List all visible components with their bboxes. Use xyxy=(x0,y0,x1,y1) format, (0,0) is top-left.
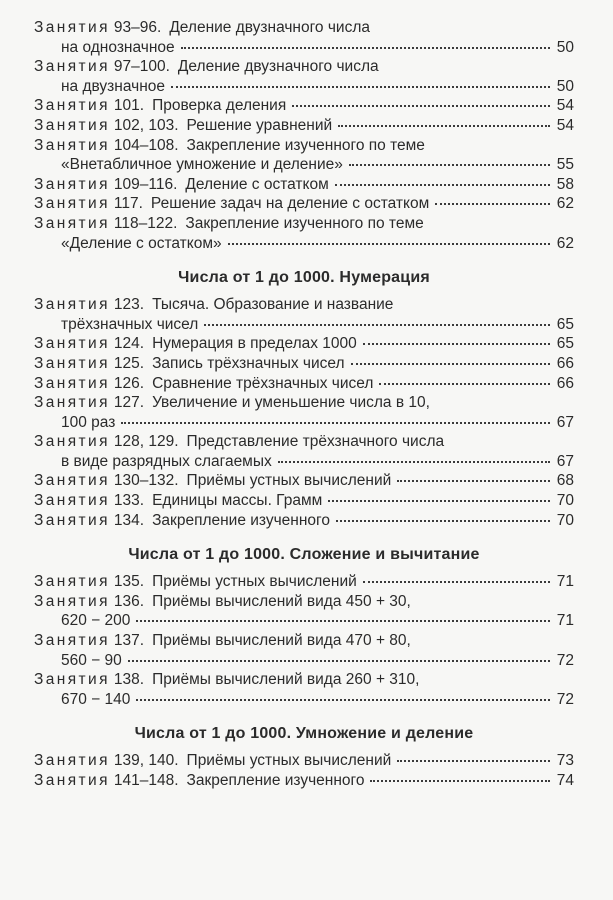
dot-leader xyxy=(363,343,550,345)
dot-leader xyxy=(171,86,550,88)
dot-leader xyxy=(328,500,550,502)
toc-entry-line xyxy=(34,214,574,234)
dot-leader xyxy=(228,243,550,245)
lesson-title: Приёмы вычислений вида 470 + 80, xyxy=(152,632,411,650)
toc-entry-line xyxy=(34,18,574,38)
page-number: 54 xyxy=(556,97,574,115)
entry-prefix: Занятия xyxy=(34,58,110,76)
lesson-title: Проверка деления xyxy=(152,97,287,115)
entry-prefix: Занятия xyxy=(34,472,110,490)
dot-leader xyxy=(370,780,550,782)
toc-entry[interactable] xyxy=(34,295,574,334)
lesson-title: Приёмы вычислений вида 260 + 310, xyxy=(152,671,420,689)
table-of-contents xyxy=(34,18,574,791)
page-number: 55 xyxy=(556,156,574,174)
dot-leader xyxy=(278,461,550,463)
page-number: 62 xyxy=(556,195,574,213)
lesson-number: 128, 129. xyxy=(113,433,179,451)
entry-prefix: Занятия xyxy=(34,354,110,372)
toc-entry[interactable] xyxy=(34,751,574,771)
toc-entry[interactable] xyxy=(34,354,574,374)
lesson-title: Закрепление изученного по теме xyxy=(186,136,425,154)
lesson-number: 124. xyxy=(113,335,145,353)
toc-entry[interactable] xyxy=(34,374,574,394)
entry-prefix: Занятия xyxy=(34,592,110,610)
toc-entry-line xyxy=(34,393,574,413)
entry-prefix: Занятия xyxy=(34,511,110,529)
toc-entry-line xyxy=(34,194,574,214)
lesson-number: 134. xyxy=(113,511,145,529)
toc-entry-line xyxy=(34,491,574,511)
lesson-title: 560 − 90 xyxy=(61,651,122,669)
entry-prefix: Занятия xyxy=(34,394,110,412)
lesson-number: 127. xyxy=(113,394,145,412)
lesson-number: 130–132. xyxy=(113,472,179,490)
toc-entry[interactable] xyxy=(34,670,574,709)
toc-entry-line xyxy=(34,315,574,335)
entry-prefix: Занятия xyxy=(34,296,110,314)
lesson-number: 118–122. xyxy=(113,214,178,232)
lesson-number: 139, 140. xyxy=(113,752,179,770)
lesson-number: 109–116. xyxy=(113,175,178,193)
lesson-title: Сравнение трёхзначных чисел xyxy=(152,374,374,392)
entry-prefix: Занятия xyxy=(34,671,110,689)
entry-prefix: Занятия xyxy=(34,116,110,134)
page-number: 72 xyxy=(556,651,574,669)
page-number: 66 xyxy=(556,374,574,392)
toc-entry-line xyxy=(34,592,574,612)
lesson-title: Решение уравнений xyxy=(186,116,333,134)
lesson-number: 125. xyxy=(113,354,145,372)
page-number: 50 xyxy=(556,77,574,95)
dot-leader xyxy=(136,620,550,622)
page-number: 50 xyxy=(556,38,574,56)
page-number: 65 xyxy=(556,335,574,353)
section-title: Числа от 1 до 1000. Сложение и вычитание xyxy=(128,546,480,564)
section-title: Числа от 1 до 1000. Умножение и деление xyxy=(134,725,474,743)
page-number: 73 xyxy=(556,752,574,770)
toc-entry-line xyxy=(34,116,574,136)
toc-entry-line xyxy=(34,670,574,690)
page-number: 54 xyxy=(556,116,574,134)
toc-entry[interactable] xyxy=(34,631,574,670)
lesson-title: Закрепление изученного по теме xyxy=(185,214,424,232)
lesson-title: Тысяча. Образование и название xyxy=(152,296,394,314)
lesson-number: 117. xyxy=(113,195,143,213)
dot-leader xyxy=(349,164,550,166)
page-number: 72 xyxy=(556,690,574,708)
entry-prefix: Занятия xyxy=(34,573,110,591)
toc-entry-line xyxy=(34,690,574,710)
toc-entry[interactable] xyxy=(34,116,574,136)
lesson-title: Приёмы устных вычислений xyxy=(152,573,357,591)
toc-entry[interactable] xyxy=(34,592,574,631)
lesson-title: 620 − 200 xyxy=(61,612,131,630)
lesson-number: 101. xyxy=(113,97,145,115)
entry-prefix: Занятия xyxy=(34,374,110,392)
lesson-title: Приёмы вычислений вида 450 + 30, xyxy=(152,592,411,610)
toc-entry-line xyxy=(34,751,574,771)
lesson-title: Деление с остатком xyxy=(185,175,329,193)
dot-leader xyxy=(128,660,550,662)
lesson-number: 104–108. xyxy=(113,136,179,154)
toc-entry[interactable] xyxy=(34,214,574,253)
dot-leader xyxy=(136,699,550,701)
dot-leader xyxy=(397,760,550,762)
toc-entry-line xyxy=(34,374,574,394)
toc-entry-line xyxy=(34,631,574,651)
dot-leader xyxy=(351,363,550,365)
toc-entry-line xyxy=(34,511,574,531)
dot-leader xyxy=(181,47,550,49)
lesson-number: 138. xyxy=(113,671,145,689)
toc-entry[interactable] xyxy=(34,334,574,354)
toc-entry-line xyxy=(34,572,574,592)
toc-entry-line xyxy=(34,234,574,254)
dot-leader xyxy=(338,125,550,127)
page-number: 66 xyxy=(556,354,574,372)
toc-entry-line xyxy=(34,611,574,631)
dot-leader xyxy=(397,480,550,482)
toc-entry[interactable] xyxy=(34,572,574,592)
toc-entry-line xyxy=(34,334,574,354)
toc-entry-line xyxy=(34,77,574,97)
toc-entry[interactable] xyxy=(34,771,574,791)
page-number: 67 xyxy=(556,413,574,431)
toc-entry-line xyxy=(34,38,574,58)
entry-prefix: Занятия xyxy=(34,335,110,353)
lesson-title: Решение задач на деление с остатком xyxy=(150,195,430,213)
lesson-title: на однозначное xyxy=(61,38,175,56)
lesson-title: Представление трёхзначного числа xyxy=(186,433,445,451)
lesson-title: 100 раз xyxy=(61,413,116,431)
lesson-number: 141–148. xyxy=(113,772,179,789)
lesson-title: Закрепление изученного xyxy=(186,772,365,789)
page-number: 71 xyxy=(556,573,574,591)
page-number: 71 xyxy=(556,612,574,630)
toc-entry-line xyxy=(34,175,574,195)
lesson-title: Увеличение и уменьшение числа в 10, xyxy=(152,394,430,412)
toc-entry[interactable] xyxy=(34,393,574,432)
toc-entry-line xyxy=(34,771,574,791)
page-number: 67 xyxy=(556,452,574,470)
page-number: 65 xyxy=(556,315,574,333)
entry-prefix: Занятия xyxy=(34,175,110,193)
lesson-number: 123. xyxy=(113,296,145,314)
lesson-title: Запись трёхзначных чисел xyxy=(152,354,345,372)
toc-entry[interactable] xyxy=(34,18,574,57)
toc-entry-line xyxy=(34,354,574,374)
lesson-title: Закрепление изученного xyxy=(152,511,330,529)
dot-leader xyxy=(204,324,550,326)
entry-prefix: Занятия xyxy=(34,632,110,650)
dot-leader xyxy=(363,581,550,583)
toc-entry-line xyxy=(34,452,574,472)
toc-entry-line xyxy=(34,136,574,156)
toc-entry[interactable] xyxy=(34,194,574,214)
entry-prefix: Занятия xyxy=(34,433,110,451)
toc-entry-line xyxy=(34,651,574,671)
lesson-number: 126. xyxy=(113,374,145,392)
lesson-title: Приёмы устных вычислений xyxy=(186,472,392,490)
entry-prefix: Занятия xyxy=(34,772,110,789)
lesson-title: на двузначное xyxy=(61,77,165,95)
page-number: 68 xyxy=(556,472,574,490)
entry-prefix: Занятия xyxy=(34,214,110,232)
toc-entry[interactable] xyxy=(34,175,574,195)
toc-entry-line xyxy=(34,413,574,433)
toc-entry[interactable] xyxy=(34,57,574,96)
toc-entry[interactable] xyxy=(34,511,574,531)
lesson-number: 102, 103. xyxy=(113,116,179,134)
entry-prefix: Занятия xyxy=(34,492,110,510)
toc-entry-line xyxy=(34,295,574,315)
toc-entry[interactable] xyxy=(34,432,574,471)
dot-leader xyxy=(336,520,550,522)
dot-leader xyxy=(292,105,550,107)
page-number: 58 xyxy=(556,175,574,193)
toc-entry-line xyxy=(34,57,574,77)
page-number: 70 xyxy=(556,492,574,510)
dot-leader xyxy=(435,203,550,205)
lesson-number: 135. xyxy=(113,573,145,591)
lesson-title: Деление двузначного числа xyxy=(169,19,371,36)
dot-leader xyxy=(335,184,550,186)
lesson-title: Нумерация в пределах 1000 xyxy=(152,335,357,353)
toc-entry[interactable] xyxy=(34,96,574,116)
toc-entry[interactable] xyxy=(34,471,574,491)
page-number: 70 xyxy=(556,511,574,529)
lesson-title: «Деление с остатком» xyxy=(61,234,222,252)
toc-entry-line xyxy=(34,432,574,452)
page-number: 62 xyxy=(556,234,574,252)
lesson-title: трёхзначных чисел xyxy=(61,315,199,333)
lesson-title: «Внетабличное умножение и деление» xyxy=(61,156,343,174)
page-number: 74 xyxy=(556,772,574,789)
lesson-number: 93–96. xyxy=(113,19,162,36)
entry-prefix: Занятия xyxy=(34,97,110,115)
entry-prefix: Занятия xyxy=(34,136,110,154)
lesson-title: Приёмы устных вычислений xyxy=(186,752,392,770)
lesson-title: Деление двузначного числа xyxy=(177,58,379,76)
lesson-title: Единицы массы. Грамм xyxy=(152,492,323,510)
entry-prefix: Занятия xyxy=(34,19,110,36)
entry-prefix: Занятия xyxy=(34,195,110,213)
section-title: Числа от 1 до 1000. Нумерация xyxy=(178,269,430,287)
lesson-number: 97–100. xyxy=(113,58,170,76)
lesson-number: 136. xyxy=(113,592,145,610)
toc-entry[interactable] xyxy=(34,136,574,175)
dot-leader xyxy=(121,422,550,424)
toc-entry-line xyxy=(34,155,574,175)
toc-entry[interactable] xyxy=(34,491,574,511)
lesson-title: в виде разрядных слагаемых xyxy=(61,452,272,470)
dot-leader xyxy=(379,383,550,385)
toc-entry-line xyxy=(34,471,574,491)
entry-prefix: Занятия xyxy=(34,752,110,770)
lesson-title: 670 − 140 xyxy=(61,690,131,708)
lesson-number: 133. xyxy=(113,492,145,510)
toc-entry-line xyxy=(34,96,574,116)
lesson-number: 137. xyxy=(113,632,145,650)
